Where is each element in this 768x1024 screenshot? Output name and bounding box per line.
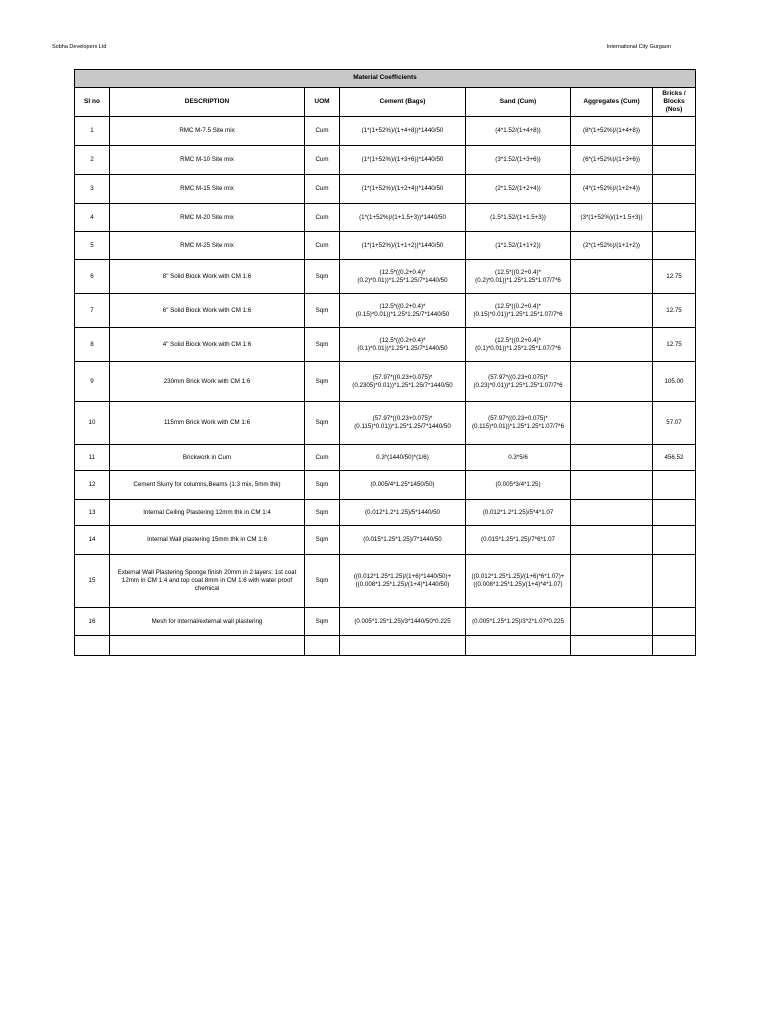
table-row [75,445,696,471]
cell-sand: ((0.012*1.25*1.25)/(1+6)*6*1.07)+((0.008*1.25*1.25)/(1+4)*4*1.07) [466,555,571,608]
cell-description: External Wall Plastering Sponge finish 20mm in 2 layers: 1st coat 12mm in CM 1:4 and top coat 8mm in CM 1:6 with water proof chemical [110,555,305,608]
material-coefficients-table [74,69,696,656]
cell-sl-no: 10 [75,402,110,445]
cell-bricks [653,175,696,204]
cell-description: RMC M-25 Site mix [110,232,305,260]
cell-cement [340,636,466,656]
table-row [75,526,696,555]
cell-aggregates [571,526,653,555]
cell-aggregates: (6*(1+52%)/(1+3+6)) [571,146,653,175]
table-row [75,260,696,294]
col-header-description: DESCRIPTION [110,88,305,117]
cell-description: Internal Ceiling Plastering 12mm thk in CM 1:4 [110,500,305,526]
cell-bricks: 105.00 [653,362,696,402]
cell-bricks [653,555,696,608]
cell-sl-no: 5 [75,232,110,260]
cell-sand: (12.5*((0.2+0.4)*(0.2)*0.01))*1.25*1.25*1.07/7*6 [466,260,571,294]
cell-cement: (1*(1+52%)/(1+3+6))*1440/50 [340,146,466,175]
cell-sand: 0.3*5/6 [466,445,571,471]
cell-sl-no: 6 [75,260,110,294]
cell-bricks: 12.75 [653,260,696,294]
cell-aggregates [571,608,653,636]
cell-sand: (1.5*1.52/(1+1.5+3)) [466,204,571,232]
cell-sand: (4*1.52/(1+4+8)) [466,117,571,146]
cell-bricks: 57.07 [653,402,696,445]
table-row [75,204,696,232]
cell-sl-no: 14 [75,526,110,555]
cell-sand [466,636,571,656]
cell-sl-no: 11 [75,445,110,471]
table-row [75,636,696,656]
cell-sand: (0.015*1.25*1.25)/7*6*1.07 [466,526,571,555]
cell-uom: Sqm [305,328,340,362]
cell-aggregates [571,402,653,445]
cell-description: 6" Solid Block Work with CM 1:6 [110,294,305,328]
cell-uom [305,636,340,656]
cell-cement: ((0.012*1.25*1.25)/(1+6)*1440/50)+((0.008*1.25*1.25)/(1+4)*1440/50) [340,555,466,608]
cell-cement: (1*(1+52%)/(1+2+4))*1440/50 [340,175,466,204]
cell-aggregates [571,555,653,608]
cell-sl-no: 4 [75,204,110,232]
cell-cement: (57.97*((0.23+0.075)*(0.115)*0.01))*1.25*1.25/7*1440/50 [340,402,466,445]
cell-sl-no: 9 [75,362,110,402]
cell-aggregates [571,471,653,500]
table-row [75,402,696,445]
cell-sand: (1*1.52/(1+1+2)) [466,232,571,260]
cell-cement: (12.5*((0.2+0.4)*(0.1)*0.01))*1.25*1.25/7*1440/50 [340,328,466,362]
cell-bricks [653,146,696,175]
cell-description: RMC M-20 Site mix [110,204,305,232]
cell-cement: (0.005/4*1.25*1450/50) [340,471,466,500]
cell-uom: Cum [305,445,340,471]
cell-sl-no: 16 [75,608,110,636]
cell-aggregates [571,328,653,362]
cell-aggregates: (2*(1+52%)/(1+1+2)) [571,232,653,260]
cell-description: 4" Solid Block Work with CM 1:6 [110,328,305,362]
cell-bricks [653,608,696,636]
cell-aggregates [571,445,653,471]
table-row [75,555,696,608]
cell-description: Cement Slurry for columns,Beams (1:3 mix, 5mm thk) [110,471,305,500]
table-row [75,500,696,526]
table-row [75,362,696,402]
cell-uom: Sqm [305,500,340,526]
cell-aggregates [571,636,653,656]
cell-aggregates [571,260,653,294]
cell-cement: (1*(1+52%)/(1+1+2))*1440/50 [340,232,466,260]
cell-uom: Sqm [305,471,340,500]
cell-uom: Sqm [305,526,340,555]
cell-sl-no: 3 [75,175,110,204]
cell-bricks: 12.75 [653,294,696,328]
cell-description: Internal Wall plastering 15mm thk in CM 1:6 [110,526,305,555]
cell-cement: (1*(1+52%)/(1+1.5+3))*1440/50 [340,204,466,232]
cell-cement: (1*(1+52%)/(1+4+8))*1440/50 [340,117,466,146]
cell-sl-no [75,636,110,656]
cell-uom: Sqm [305,362,340,402]
cell-aggregates [571,500,653,526]
table-row [75,294,696,328]
table-row [75,175,696,204]
table-title: Material Coefficients [75,70,696,88]
cell-bricks [653,117,696,146]
cell-uom: Sqm [305,260,340,294]
cell-uom: Sqm [305,608,340,636]
cell-sl-no: 13 [75,500,110,526]
cell-description: Brickwork in Cum [110,445,305,471]
cell-uom: Cum [305,232,340,260]
cell-sand: (0.005*3/4*1.25) [466,471,571,500]
cell-bricks [653,204,696,232]
cell-bricks [653,232,696,260]
cell-sand: (3*1.52/(1+3+6)) [466,146,571,175]
cell-cement: (0.015*1.25*1.25)/7*1440/50 [340,526,466,555]
cell-uom: Sqm [305,402,340,445]
cell-uom: Cum [305,175,340,204]
cell-sand: (57.97*((0.23+0.075)*(0.23)*0.01))*1.25*1.25*1.07/7*6 [466,362,571,402]
cell-aggregates: (4*(1+52%)/(1+2+4)) [571,175,653,204]
cell-description: RMC M-10 Site mix [110,146,305,175]
table-row [75,471,696,500]
cell-sand: (12.5*((0.2+0.4)*(0.1)*0.01))*1.25*1.25*1.07/7*6 [466,328,571,362]
cell-bricks [653,526,696,555]
cell-sand: (12.5*((0.2+0.4)*(0.15)*0.01))*1.25*1.25*1.07/7*6 [466,294,571,328]
cell-sl-no: 2 [75,146,110,175]
table-row [75,146,696,175]
col-header-cement: Cement (Bags) [340,88,466,117]
cell-bricks [653,471,696,500]
col-header-bricks-blocks: Bricks / Blocks (Nos) [653,88,696,117]
project-name: International City Gurgaon [606,44,671,50]
cell-cement: (0.005*1.25*1.25)/3*1440/50*0.225 [340,608,466,636]
company-name: Sobha Developers Ltd [52,44,107,50]
cell-bricks: 12.75 [653,328,696,362]
table-row [75,117,696,146]
col-header-aggregates: Aggregates (Cum) [571,88,653,117]
cell-description: 8" Solid Block Work with CM 1:6 [110,260,305,294]
cell-description [110,636,305,656]
cell-description: 230mm Brick Work with CM 1:6 [110,362,305,402]
cell-cement: (12.5*((0.2+0.4)*(0.2)*0.01))*1.25*1.25/7*1440/50 [340,260,466,294]
cell-aggregates: (3*(1+52%)/(1+1.5+3)) [571,204,653,232]
cell-sand: (57.97*((0.23+0.075)*(0.115)*0.01))*1.25*1.25*1.07/7*6 [466,402,571,445]
cell-sl-no: 1 [75,117,110,146]
col-header-uom: UOM [305,88,340,117]
table-body [75,117,696,656]
cell-aggregates [571,294,653,328]
cell-sl-no: 8 [75,328,110,362]
cell-cement: 0.3*(1440/50)*(1/6) [340,445,466,471]
table-row [75,328,696,362]
cell-description: RMC M-7.5 Site mix [110,117,305,146]
cell-bricks: 456.52 [653,445,696,471]
cell-description: RMC M-15 Site mix [110,175,305,204]
cell-description: Mesh for internal/external wall plastering [110,608,305,636]
col-header-sl-no: Sl no [75,88,110,117]
cell-bricks [653,636,696,656]
cell-sand: (2*1.52/(1+2+4)) [466,175,571,204]
cell-sl-no: 15 [75,555,110,608]
cell-cement: (57.97*((0.23+0.075)*(0.2305)*0.01))*1.25*1.25/7*1440/50 [340,362,466,402]
cell-cement: (12.5*((0.2+0.4)*(0.15)*0.01))*1.25*1.25/7*1440/50 [340,294,466,328]
table-row [75,232,696,260]
cell-description: 115mm Brick Work with CM 1:6 [110,402,305,445]
col-header-sand: Sand (Cum) [466,88,571,117]
table-row [75,608,696,636]
cell-uom: Sqm [305,294,340,328]
cell-aggregates [571,362,653,402]
cell-sand: (0.005*1.25*1.25)/3*2*1.07*0.225 [466,608,571,636]
cell-cement: (0.012*1.2*1.25)/5*1440/50 [340,500,466,526]
cell-aggregates: (8*(1+52%)/(1+4+8)) [571,117,653,146]
cell-sl-no: 12 [75,471,110,500]
cell-uom: Sqm [305,555,340,608]
cell-uom: Cum [305,117,340,146]
cell-sand: (0.012*1.2*1.25)/5*4*1.07 [466,500,571,526]
cell-bricks [653,500,696,526]
cell-sl-no: 7 [75,294,110,328]
cell-uom: Cum [305,204,340,232]
cell-uom: Cum [305,146,340,175]
